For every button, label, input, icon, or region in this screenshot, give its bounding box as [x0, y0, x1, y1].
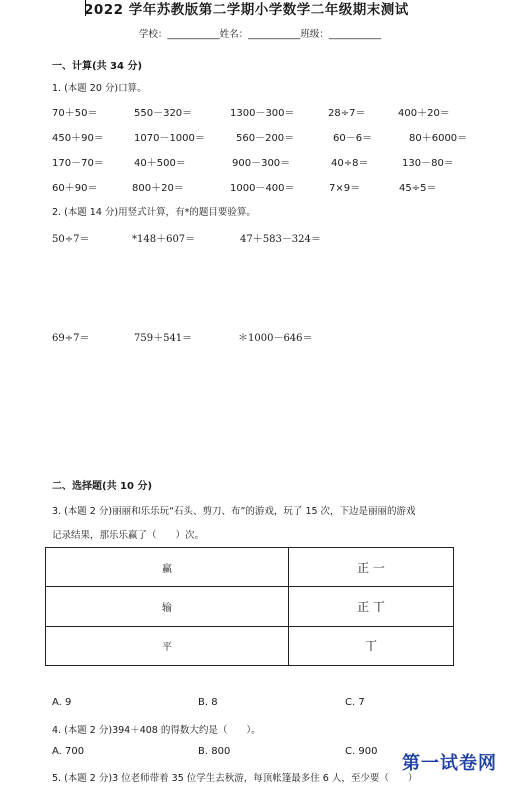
oral-calc-item: 900－300＝ — [232, 158, 291, 169]
question-4-text: 4. (本题 2 分)394＋408 的得数大约是（ ）。 — [52, 725, 261, 736]
site-watermark: 第一试卷网 — [402, 753, 497, 774]
result-label: 平 — [46, 626, 289, 665]
oral-calc-item: 130－80＝ — [402, 158, 454, 169]
section-heading-choice: 二、选择题(共 10 分) — [52, 481, 153, 492]
vertical-calc-item: 50÷7＝ — [52, 234, 90, 245]
option-c: C. 7 — [345, 697, 365, 708]
table-row — [46, 587, 454, 626]
option-a: A. 700 — [52, 746, 85, 757]
result-label: 赢 — [46, 548, 289, 587]
oral-calc-item: 170－70＝ — [52, 158, 104, 169]
oral-calc-item: 40＋500＝ — [134, 158, 186, 169]
oral-calc-item: 450＋90＝ — [52, 133, 104, 144]
result-label: 输 — [46, 587, 289, 626]
tally-mark: 正 丅 — [289, 587, 454, 626]
tally-mark: 丅 — [289, 626, 454, 665]
page-title: 2022 学年苏教版第二学期小学数学二年级期末测试 — [84, 2, 409, 18]
vertical-calc-item: 69÷7＝ — [52, 333, 90, 344]
oral-calc-item: 800＋20＝ — [132, 183, 184, 194]
student-info-line: 学校：___________姓名：___________班级：___________ — [138, 29, 382, 40]
oral-calc-item: 1070－1000＝ — [134, 133, 205, 144]
oral-calc-item: 70＋50＝ — [52, 108, 98, 119]
oral-calc-item: 60－6＝ — [333, 133, 373, 144]
oral-calc-item: 1000－400＝ — [230, 183, 295, 194]
oral-calc-item: 80＋6000＝ — [409, 133, 468, 144]
game-record-table — [45, 547, 454, 666]
oral-calc-item: 45÷5＝ — [399, 183, 437, 194]
vertical-calc-item: 759＋541＝ — [134, 333, 193, 344]
question-1-text: 1. (本题 20 分)口算。 — [52, 83, 147, 94]
question-5-text: 5. (本题 2 分)3 位老师带着 35 位学生去秋游，每顶帐篷最多住 6 人，至少要（ ） — [52, 773, 418, 784]
option-b: B. 8 — [198, 697, 218, 708]
oral-calc-item: 550－320＝ — [134, 108, 193, 119]
vertical-calc-item: 47＋583－324＝ — [240, 234, 321, 245]
question-2-text: 2. (本题 14 分)用竖式计算，有*的题目要验算。 — [52, 207, 256, 218]
vertical-calc-item: ＊1000－646＝ — [238, 333, 313, 344]
option-c: C. 900 — [345, 746, 378, 757]
oral-calc-item: 60＋90＝ — [52, 183, 98, 194]
vertical-calc-item: *148＋607＝ — [132, 234, 196, 245]
section-heading-calculation: 一、计算(共 34 分) — [52, 61, 143, 72]
question-3-text-continued: 记录结果，那乐乐赢了（ ）次。 — [52, 530, 205, 541]
oral-calc-item: 40÷8＝ — [331, 158, 369, 169]
option-b: B. 800 — [198, 746, 231, 757]
table-row — [46, 626, 454, 665]
oral-calc-item: 560－200＝ — [236, 133, 295, 144]
tally-mark: 正 一 — [289, 548, 454, 587]
oral-calc-item: 28÷7＝ — [328, 108, 366, 119]
question-3-text: 3. (本题 2 分)丽丽和乐乐玩“石头、剪刀、布”的游戏，玩了 15 次，下边是丽丽的游戏 — [52, 506, 416, 517]
option-a: A. 9 — [52, 697, 72, 708]
oral-calc-item: 400＋20＝ — [398, 108, 450, 119]
oral-calc-item: 7×9＝ — [329, 183, 361, 194]
oral-calc-item: 1300－300＝ — [230, 108, 295, 119]
table-row — [46, 548, 454, 587]
